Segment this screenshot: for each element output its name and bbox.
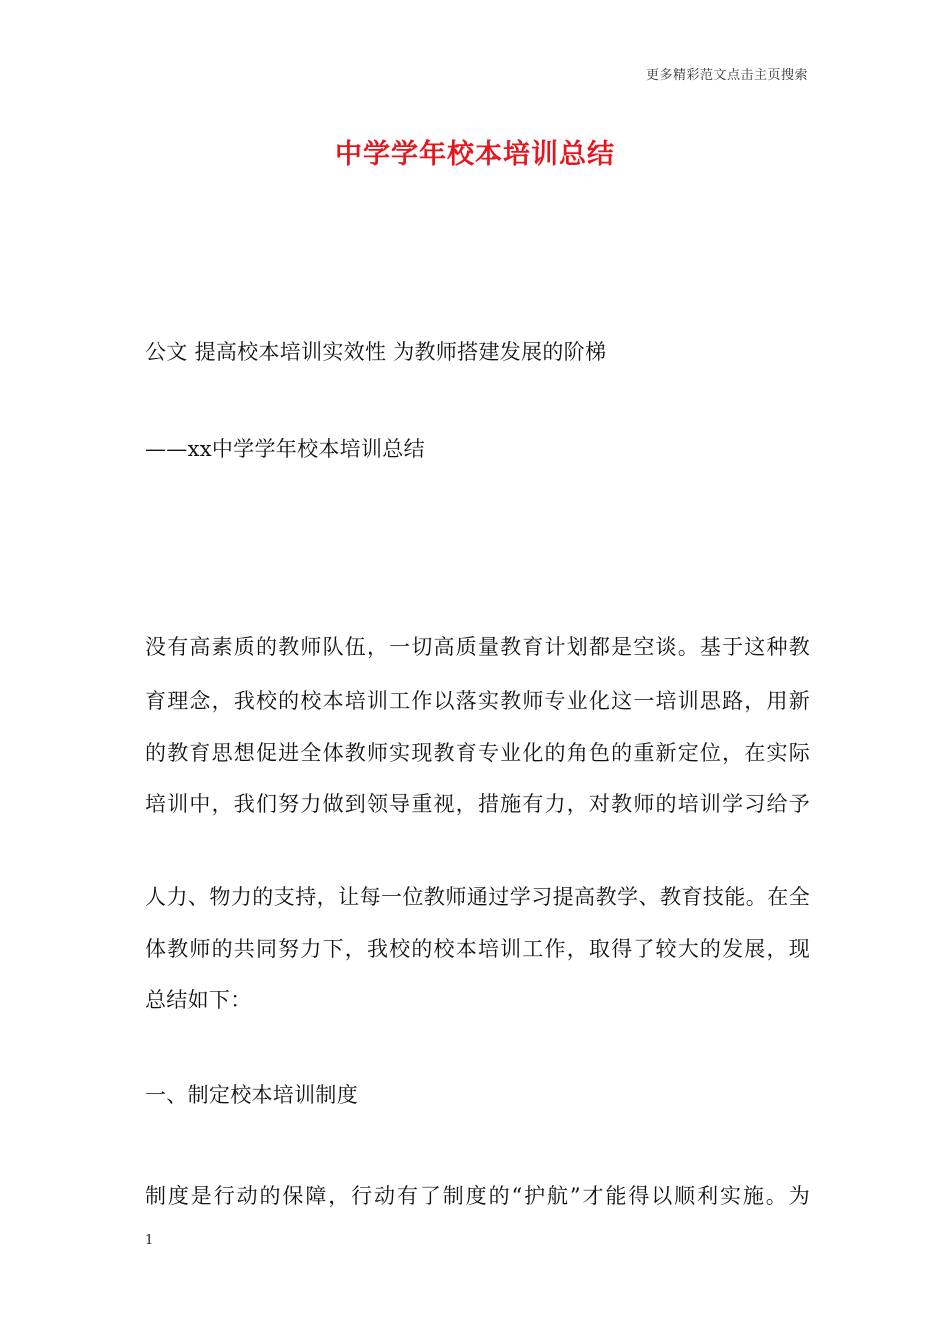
paragraph-2-line-3: 总结如下： bbox=[145, 988, 252, 1012]
paragraph-1-line-2: 育理念，我校的校本培训工作以落实教师专业化这一培训思路，用新 bbox=[145, 689, 810, 713]
paragraph-2-line-1: 人力、物力的支持，让每一位教师通过学习提高教学、教育技能。在全 bbox=[145, 885, 810, 909]
document-subtitle: 公文 提高校本培训实效性 为教师搭建发展的阶梯 bbox=[145, 340, 607, 364]
paragraph-2-line-2: 体教师的共同努力下，我校的校本培训工作，取得了较大的发展，现 bbox=[145, 937, 810, 961]
paragraph-1-line-4: 培训中，我们努力做到领导重视，措施有力，对教师的培训学习给予 bbox=[145, 792, 810, 816]
paragraph-3-line-1: 制度是行动的保障，行动有了制度的“护航”才能得以顺利实施。为 bbox=[145, 1184, 810, 1208]
document-byline: ——xx中学学年校本培训总结 bbox=[145, 437, 425, 461]
paragraph-1-line-3: 的教育思想促进全体教师实现教育专业化的角色的重新定位，在实际 bbox=[145, 741, 810, 765]
document-title: 中学学年校本培训总结 bbox=[335, 139, 615, 170]
section-1-heading: 一、制定校本培训制度 bbox=[145, 1083, 358, 1107]
page-number: 1 bbox=[145, 1233, 154, 1248]
paragraph-1-line-1: 没有高素质的教师队伍，一切高质量教育计划都是空谈。基于这种教 bbox=[145, 635, 810, 659]
header-note: 更多精彩范文点击主页搜索 bbox=[645, 68, 808, 83]
